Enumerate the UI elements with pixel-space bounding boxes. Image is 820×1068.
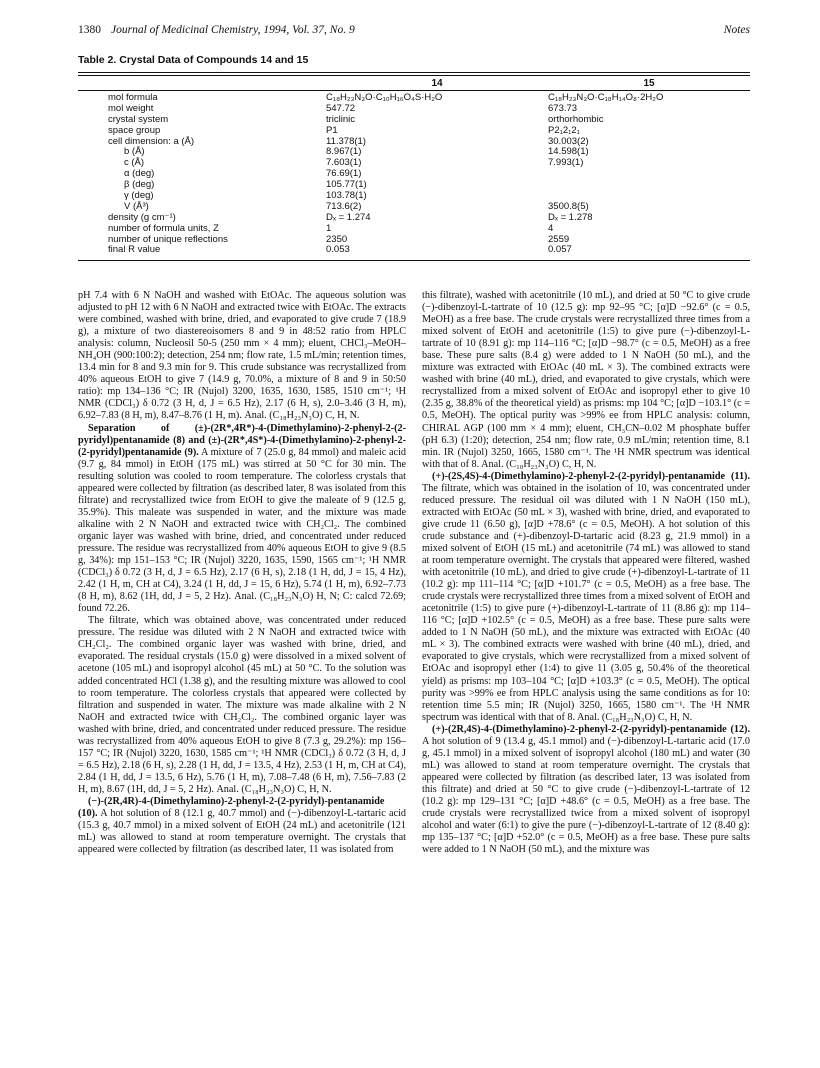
value-compound-15: 7.993(1): [548, 157, 584, 169]
table-row: [78, 104, 750, 115]
value-compound-14: 76.69(1): [326, 168, 362, 180]
table-row: [78, 191, 750, 202]
row-label: number of formula units, Z: [108, 222, 219, 234]
table-bottom-rule: [78, 260, 750, 261]
row-label: c (Å): [124, 157, 145, 169]
value-compound-14: 547.72: [326, 102, 356, 114]
paragraph-heading: (−)-(2R,4R)-4-(Dimethylamino)-2-phenyl-2-(2-pyridyl)-pentanamide (10).: [78, 795, 385, 820]
header-compound-15: 15: [643, 77, 655, 89]
page-number: 1380: [78, 24, 101, 36]
row-label: density (g cm⁻¹): [108, 211, 176, 223]
value-compound-15: Dₓ = 1.278: [548, 211, 593, 223]
paragraph: [78, 796, 406, 856]
row-label: b (Å): [124, 146, 145, 158]
value-compound-15: 4: [548, 222, 554, 234]
table-row: [78, 224, 750, 235]
paragraph-body: A hot solution of 8 (12.1 g, 40.7 mmol) and (−)-dibenzoyl-L-tartaric acid (15.3 g, 40.7 mmol) in a mixed solvent of EtOH (24 mL) and acetonitrile (121 mL) was allowed to stand at room temperature overnight. The crystals that appeared were collected by filtration (as described later, 11 was isolated from: [78, 808, 406, 856]
table-title: Table 2. Crystal Data of Compounds 14 and 15: [78, 54, 309, 66]
value-compound-15: 673.73: [548, 102, 578, 114]
value-compound-14: Dₓ = 1.274: [326, 211, 371, 223]
value-compound-14: 8.967(1): [326, 146, 362, 158]
value-compound-14: 105.77(1): [326, 179, 367, 191]
right-text-column: [422, 290, 750, 856]
paragraph-body: A mixture of 7 (25.0 g, 84 mmol) and maleic acid (9.7 g, 84 mmol) in EtOH (175 mL) was stirred at 50 °C for 30 min. The resulting solution was cooled to room temperature. The colorless crystals that appeared were collected by filtration (as described later, 8 was isolated from this filtrate) and recrystallized twice from EtOH to give the maleate of 9 (12.5 g, 35.9%). This maleate was suspended in water, and the mixture was made alkaline with 2 N NaOH and extracted twice with CH₂Cl₂. The combined organic layer was washed with brine, dried, and concentrated under reduced pressure. The residue was recrystallized from 40% aqueous EtOH to give 9 (8.5 g, 34%): mp 151–153 °C; IR (Nujol) 3220, 1635, 1590, 1565 cm⁻¹; ¹H NMR (CDCl₃) δ 0.72 (3 H, d, J = 6.5 Hz), 2.17 (6 H, s), 2.18 (1 H, dd, J = 15, 4 Hz), 2.42 (1 H, m, CH at C4), 3.24 (1 H, dd, J = 15, 6 Hz), 5.74 (1 H, m), 6.92–7.73 (8 H, m), 8.62 (1H, dd, J = 5, 2 Hz). Anal. (C₁₈H₂₃N₃O) H, N; C: calcd 72.69; found 72.26.: [78, 446, 407, 615]
paragraph-heading: Separation of (±)-(2R*,4R*)-4-(Dimethylamino)-2-phenyl-2-(2-pyridyl)pentanamide (8) and (±)-(2R*,4S*)-4-(Dimethylamino)-2-phenyl-2-(2-pyridyl)pentanamide (9).: [78, 422, 406, 458]
paragraph: this filtrate), washed with acetonitrile (10 mL), and dried at 50 °C to give crude (−)-dibenzoyl-L-tartrate of 10 (12.5 g): mp 92–95 °C; [α]D −92.6° (c = 0.5, MeOH) as a free base. The crude crystals were recrystallized three times from a mixed solvent of EtOH and acetonitrile (1:5) to give pure (−)-dibenzoyl-L-tartrate of 10 (8.91 g): mp 114–116 °C; [α]D −98.7° (c = 0.5, MeOH) as a free base. These pure salts (8.4 g) were added to 1 N NaOH (50 mL), and the mixture was extracted with EtOAc (40 mL × 3). The combined extracts were washed with brine (40 mL), dried, and evaporated to give crystals, which were recrystallized from a mixed solvent of EtOAc and isopropyl ether to give 10 (2.35 g, 38.8% of the theoretical yield) as prisms: mp 104 °C; [α]D −103.1° (c = 0.5, MeOH). The optical purity was >99% ee from HPLC analysis: column, CHIRAL AGP (100 mm × 4 mm); eluent, CH₃CN–0.02 M phosphate buffer (pH 6.3) (1:20); detection, 254 nm; flow rate, 0.9 mL/min; retention time, 8.1 min. IR (Nujol) 3250, 1665, 1580 cm⁻¹. The ¹H NMR spectrum was identical with that of 8. Anal. (C₁₈H₂₃N₃O) C, H, N.: [422, 290, 750, 470]
table-row: [78, 180, 750, 191]
value-compound-15: 0.057: [548, 244, 572, 256]
running-header: [78, 24, 750, 36]
crystal-data-table: [78, 72, 750, 261]
row-label: crystal system: [108, 113, 169, 125]
table-row: [78, 147, 750, 158]
value-compound-14: P1: [326, 124, 338, 136]
row-label: β (deg): [124, 179, 155, 191]
row-label: space group: [108, 124, 161, 136]
table-row: [78, 115, 750, 126]
left-text-column: [78, 290, 406, 856]
value-compound-15: C₁₈H₂₃N₃O·C₁₈H₁₄O₈·2H₂O: [548, 92, 664, 103]
journal-citation: Journal of Medicinal Chemistry, 1994, Vol. 37, No. 9: [111, 24, 355, 36]
value-compound-14: 7.603(1): [326, 157, 362, 169]
table-row: [78, 126, 750, 137]
paragraph: pH 7.4 with 6 N NaOH and washed with EtOAc. The aqueous solution was adjusted to pH 12 with 6 N NaOH and extracted twice with EtOAc. The extracts were combined, washed with brine, dried, and evaporated to give crude 7 (18.9 g), a mixture of two diastereoisomers 8 and 9 in 48:52 ratio from HPLC analysis: column, Nucleosil 50-5 (250 mm × 4 mm); eluent, CHCl₃–MeOH–NH₄OH (900:100:2); detection, 254 nm; flow rate, 1.5 mL/min; retention times, 13.4 min for 8 and 9.3 min for 9. This crude substance was recrystallized from 40% aqueous EtOH to give 7 (14.9 g, 70.0%, a mixture of 8 and 9 in 50:50 ratio): mp 134–136 °C; IR (Nujol) 3200, 1635, 1630, 1585, 1510 cm⁻¹; ¹H NMR (CDCl₃) δ 0.72 (3 H, d, J = 6.5 Hz), 2.17 (6 H, s), 2.0–3.46 (3 H, m), 6.92–7.83 (8 H, m), 8.47–8.76 (1 H, m). Anal. (C₁₈H₂₃N₃O) C, H, N.: [78, 290, 406, 422]
paragraph: [78, 423, 406, 616]
value-compound-15: P2₁2₁2₁: [548, 124, 580, 136]
paragraph-heading: (+)-(2R,4S)-4-(Dimethylamino)-2-phenyl-2-(2-pyridyl)-pentanamide (12).: [432, 723, 750, 735]
value-compound-14: C₁₈H₂₃N₃O·C₁₀H₁₆O₄S·H₂O: [326, 92, 443, 103]
paragraph-heading: (+)-(2S,4S)-4-(Dimethylamino)-2-phenyl-2-(2-pyridyl)-pentanamide (11).: [432, 470, 750, 482]
row-label: mol weight: [108, 102, 154, 114]
value-compound-14: 0.053: [326, 244, 350, 256]
value-compound-15: [548, 169, 750, 180]
value-compound-14: 1: [326, 222, 332, 234]
header-left: [78, 24, 355, 36]
value-compound-14: 11.378(1): [326, 135, 366, 147]
table-row: [78, 169, 750, 180]
header-compound-14: 14: [431, 77, 443, 89]
row-label: mol formula: [108, 92, 158, 103]
value-compound-15: [548, 180, 750, 191]
row-label: number of unique reflections: [108, 233, 228, 245]
value-compound-14: 103.78(1): [326, 190, 367, 202]
section-label: Notes: [723, 24, 750, 36]
table-row: [78, 137, 750, 148]
row-label: γ (deg): [124, 190, 154, 202]
value-compound-14: 2350: [326, 233, 348, 245]
table-row: [78, 245, 750, 256]
table-row: [78, 93, 750, 104]
table-row: [78, 202, 750, 213]
paragraph: The filtrate, which was obtained above, was concentrated under reduced pressure. The residue was diluted with 2 N NaOH and extracted twice with CH₂Cl₂. The combined organic layer was washed with brine, dried, and evaporated. The residual crystals (15.0 g) were dissolved in a mixed solvent of acetone (105 mL) and isopropyl alcohol (45 mL) at 50 °C. To the solution was added concentrated HCl (1.38 g), and the resulting mixture was allowed to cool to room temperature. The colorless crystals that appeared were collected by filtration and suspended in water. The mixture was made alkaline with 2 N NaOH and extracted twice with CH₂Cl₂. The combined organic layer was washed with brine, dried, and concentrated under reduced pressure. The residue was recrystallized from 40% aqueous EtOH to give 8 (7.3 g, 29.2%): mp 156–157 °C; IR (Nujol) 3220, 1630, 1585 cm⁻¹; ¹H NMR (CDCl₃) δ 0.72 (3 H, d, J = 6.5 Hz), 2.18 (6 H, s), 2.28 (1 H, dd, J = 13.5, 4 Hz), 2.53 (1 H, m, CH at C4), 2.84 (1 H, dd, J = 13.5, 6 Hz), 5.76 (1 H, m), 7.08–7.48 (6 H, m), 7.56–7.83 (2 H, m), 8.67 (1H, dd, J = 5, 2 Hz). Anal. (C₁₈H₂₃N₃O) C, H, N.: [78, 615, 406, 795]
row-label: V (Å³): [124, 200, 149, 212]
table-row: [78, 235, 750, 246]
paragraph: [422, 471, 750, 724]
row-label: cell dimension: a (Å): [108, 135, 195, 147]
paragraph: [422, 724, 750, 857]
value-compound-15: 30.003(2): [548, 135, 589, 147]
table-body: [78, 91, 750, 260]
table-row: [78, 158, 750, 169]
value-compound-15: 3500.8(5): [548, 200, 589, 212]
row-label: α (deg): [124, 168, 155, 180]
paragraph-body: A hot solution of 9 (13.4 g, 45.1 mmol) and (−)-dibenzoyl-L-tartaric acid (17.0 g, 45.1 mmol) in a mixed solvent of isopropyl alcohol (180 mL) and water (30 mL) was allowed to stand at room temperature overnight. The crystals that appeared were collected by filtration (as described later, 13 was isolated from this filtrate) and dried at 50 °C to give crude (−)-dibenzoyl-L-tartrate of 12 (10.2 g): mp 129–131 °C; [α]D +48.6° (c = 0.5, MeOH) as a free base. The crude crystals were recrystallized twice from a mixed solvent of isopropyl alcohol and water (6:1) to give the pure (−)-dibenzoyl-L-tartrate of 12 (8.40 g): mp 135–137 °C; [α]D +52.0° (c = 0.5, MeOH) as a free base. These pure salts were added to 1 N NaOH (50 mL), and the mixture was: [422, 735, 750, 856]
value-compound-14: triclinic: [326, 113, 356, 125]
value-compound-15: 14.598(1): [548, 146, 589, 158]
row-label: final R value: [108, 244, 161, 256]
value-compound-15: 2559: [548, 233, 570, 245]
value-compound-15: orthorhombic: [548, 113, 604, 125]
value-compound-14: 713.6(2): [326, 200, 362, 212]
paragraph-body: The filtrate, which was obtained in the isolation of 10, was concentrated under reduced pressure. The residual oil was diluted with 1 N NaOH (150 mL), extracted with EtOAc (50 mL × 3), washed with brine, dried, and evaporated to give crude 11 (6.50 g), [α]D +78.6° (c = 0.5, MeOH). A hot solution of this crude substance and (+)-dibenzoyl-D-tartaric acid (8.23 g, 21.9 mmol) in a mixed solvent of EtOH (15 mL) and acetonitrile (74 mL) was allowed to stand at room temperature overnight. The crystals that appeared were filtered, washed with acetonitrile (10 mL), and dried to give crude (+)-dibenzoyl-L-tartrate of 11 (10.2 g): mp 111–114 °C; [α]D +101.7° (c = 0.5, MeOH) as a free base. The crude crystals were recrystallized three times from a mixed solvent of EtOH and acetonitrile (1:5) to give pure (+)-dibenzoyl-L-tartrate of 11 (8.86 g): mp 114–116 °C; [α]D +102.5° (c = 0.5, MeOH) as a free base. These pure salts were added to 1 N NaOH (50 mL), and the mixture was extracted with EtOAc (40 mL × 3). The combined extracts were washed with brine (40 mL), dried, and evaporated to give crystals, which were recrystallized from a mixed solvent of EtOAc and isopropyl ether (1:4) to give 11 (3.05 g, 50.4% of the theoretical yield) as prisms: mp 103–104 °C; [α]D +103.3° (c = 0.5, MeOH). The optical purity was >99% ee from HPLC analysis using the same conditions as for 10: retention time 5.5 min; IR (Nujol) 3250, 1665, 1580 cm⁻¹. The ¹H NMR spectrum was identical with that of 8. Anal. (C₁₈H₂₃N₃O) C, H, N.: [422, 482, 750, 723]
table-column-header: [78, 76, 750, 90]
